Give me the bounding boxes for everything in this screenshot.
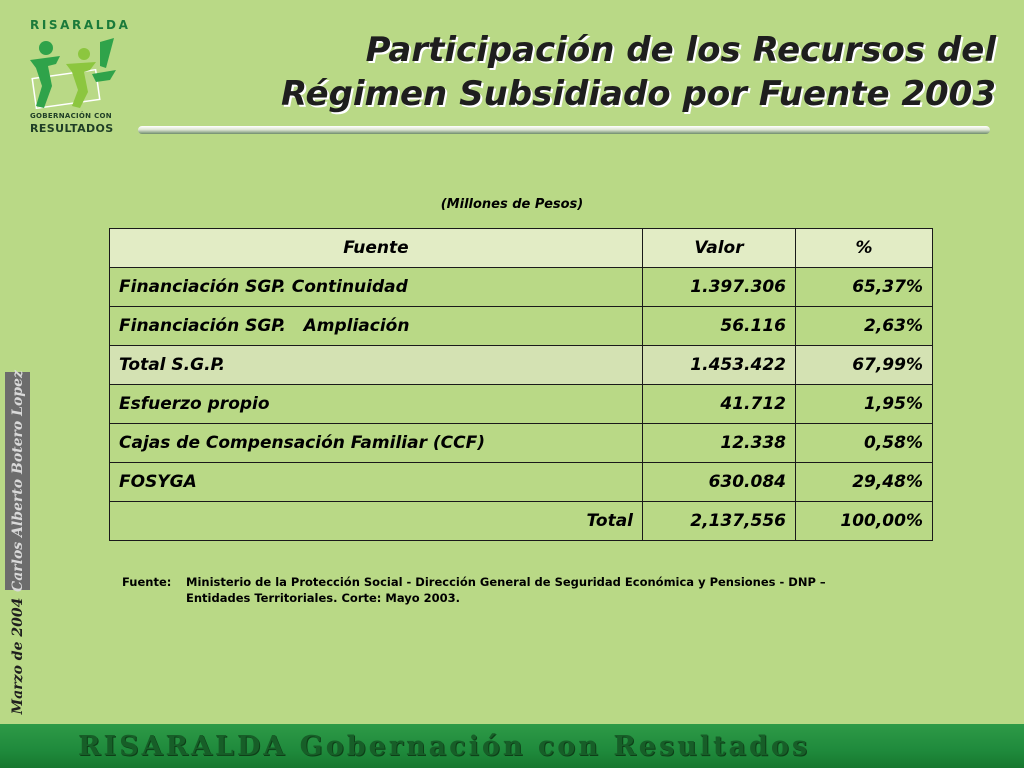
table-caption: (Millones de Pesos) (440, 197, 584, 212)
slide-title (236, 28, 996, 116)
side-label (5, 372, 30, 716)
risaralda-logo (24, 18, 131, 140)
logo-figures-icon (26, 34, 122, 112)
cell-pct: 100,00% (796, 502, 933, 541)
cell-fuente: Financiación SGP. Ampliación (110, 307, 643, 346)
footer-banner (0, 724, 1024, 768)
cell-fuente: Cajas de Compensación Familiar (CCF) (110, 424, 643, 463)
cell-fuente: Total (110, 502, 643, 541)
footnote-line-1: Ministerio de la Protección Social - Dirección General de Seguridad Económica y Pensiones - DNP – (186, 575, 826, 589)
logo-top-text: RISARALDA (30, 18, 131, 32)
header-fuente: Fuente (110, 229, 643, 268)
author-label (5, 372, 30, 590)
resources-table (109, 228, 933, 541)
header-valor: Valor (643, 229, 796, 268)
cell-pct: 65,37% (796, 268, 933, 307)
cell-valor: 1.453.422 (643, 346, 796, 385)
cell-fuente: FOSYGA (110, 463, 643, 502)
title-line-1: Participación de los Recursos del (365, 30, 996, 70)
table-row (110, 463, 933, 502)
cell-valor: 41.712 (643, 385, 796, 424)
footnote-line-2: Entidades Territoriales. Corte: Mayo 2003. (186, 591, 461, 605)
cell-valor: 2,137,556 (643, 502, 796, 541)
cell-pct: 2,63% (796, 307, 933, 346)
cell-valor: 630.084 (643, 463, 796, 502)
table-row (110, 424, 933, 463)
cell-fuente: Financiación SGP. Continuidad (110, 268, 643, 307)
cell-valor: 56.116 (643, 307, 796, 346)
table-header-row (110, 229, 933, 268)
table-row (110, 385, 933, 424)
table-row (110, 268, 933, 307)
footer-text: RISARALDA Gobernación con Resultados (78, 731, 811, 762)
footnote-label: Fuente: (122, 575, 172, 589)
date-text: Marzo de 2004 (9, 597, 26, 715)
date-label (5, 596, 30, 716)
cell-fuente: Total S.G.P. (110, 346, 643, 385)
cell-fuente: Esfuerzo propio (110, 385, 643, 424)
cell-valor: 1.397.306 (643, 268, 796, 307)
cell-pct: 29,48% (796, 463, 933, 502)
title-line-2: Régimen Subsidiado por Fuente 2003 (281, 74, 996, 114)
cell-pct: 1,95% (796, 385, 933, 424)
cell-valor: 12.338 (643, 424, 796, 463)
logo-subtitle-bottom: RESULTADOS (30, 122, 114, 135)
table-row-total (110, 502, 933, 541)
header-pct: % (796, 229, 933, 268)
table-row (110, 307, 933, 346)
table-row-subtotal (110, 346, 933, 385)
title-underline (138, 126, 990, 134)
logo-subtitle-top: GOBERNACIÓN CON (30, 112, 112, 120)
cell-pct: 67,99% (796, 346, 933, 385)
cell-pct: 0,58% (796, 424, 933, 463)
author-text: Carlos Alberto Botero Lopez (9, 370, 26, 592)
